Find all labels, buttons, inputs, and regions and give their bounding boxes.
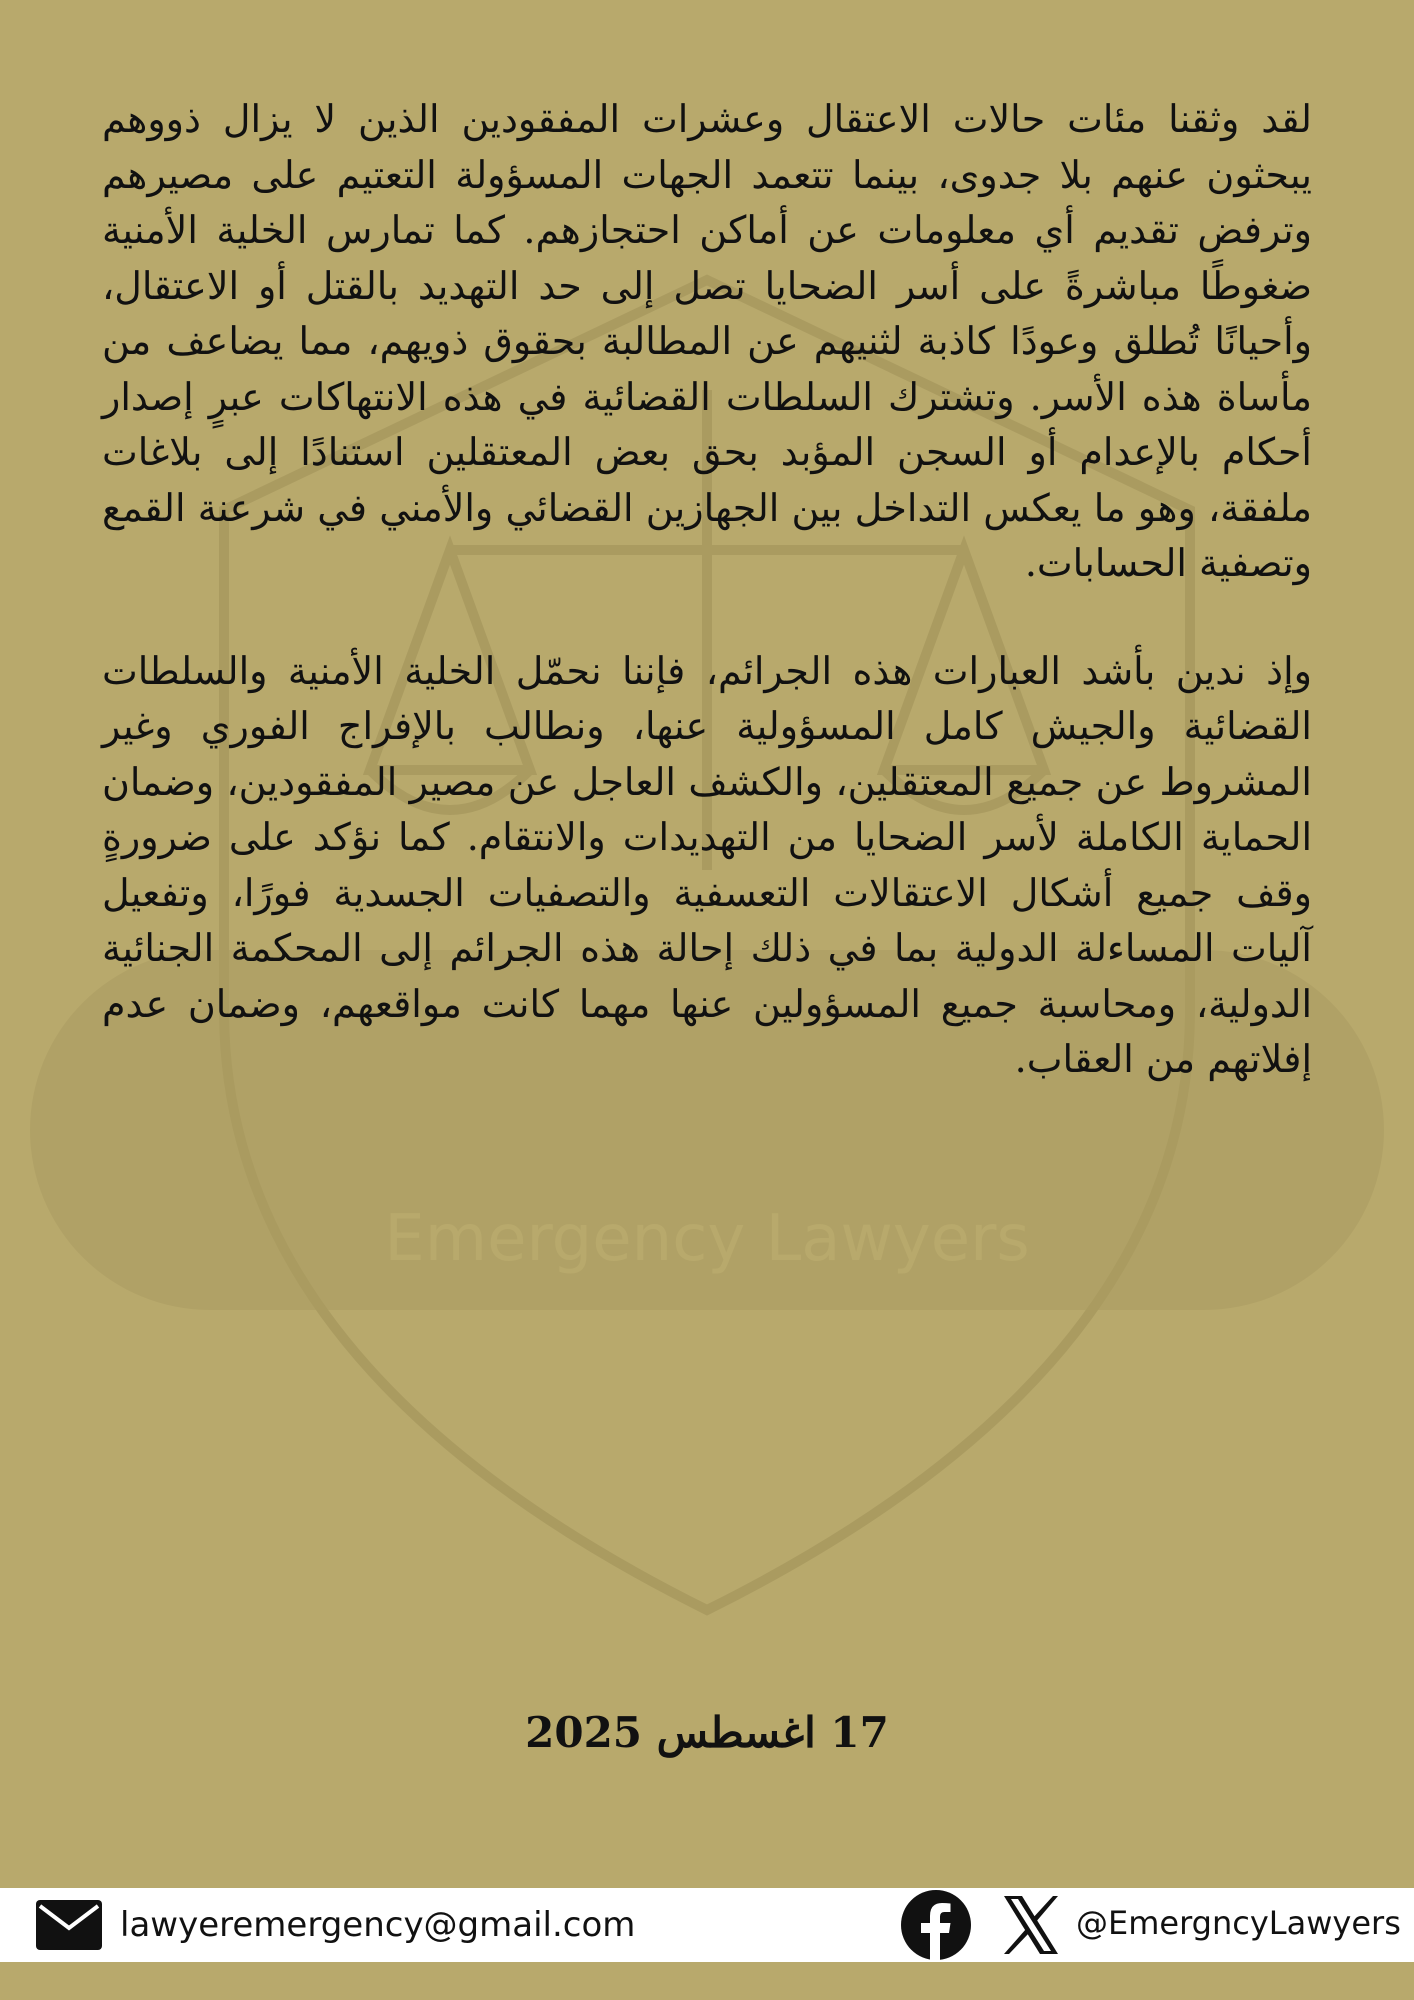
facebook-icon[interactable] <box>900 1889 972 1961</box>
paragraph-1: لقد وثقنا مئات حالات الاعتقال وعشرات المفقودين الذين لا يزال ذووهم يبحثون عنهم بلا جدوى، بينما تتعمد الجهات المسؤولة التعتيم على مصيرهم وترفض تقديم أي معلومات عن أماكن احتجازهم. كما تمارس الخلية الأمنية ضغوطًا مباشرةً على أسر الضحايا تصل إلى حد التهديد بالقتل أو الاعتقال، وأحيانًا تُطلق وعودًا كاذبة لثنيهم عن المطالبة بحقوق ذويهم، مما يضاعف من مأساة هذه الأسر. وتشترك السلطات القضائية في هذه الانتهاكات عبرٍ إصدار أحكام بالإعدام أو السجن المؤبد بحق بعض المعتقلين استنادًا إلى بلاغات ملفقة، وهو ما يعكس التداخل بين الجهازين القضائي والأمني في شرعنة القمع وتصفية الحسابات. <box>102 97 1312 585</box>
watermark-text: Emergency Lawyers <box>384 1202 1030 1276</box>
contact-email[interactable]: lawyeremergency@gmail.com <box>120 1905 636 1945</box>
paragraph-2: وإذ ندين بأشد العبارات هذه الجرائم، فإننا نحمّل الخلية الأمنية والسلطات القضائية والجيش كامل المسؤولية عنها، ونطالب بالإفراج الفوري وغير المشروط عن جميع المعتقلين، والكشف العاجل عن مصير المفقودين، وضمان الحماية الكاملة لأسر الضحايا من التهديدات والانتقام. كما نؤكد على ضرورةٍ وقف جميع أشكال الاعتقالات التعسفية والتصفيات الجسدية فورًا، وتفعيل آليات المساءلة الدولية بما في ذلك إحالة هذه الجرائم إلى المحكمة الجنائية الدولية، ومحاسبة جميع المسؤولين عنها مهما كانت مواقعهم، وضمان عدم إفلاتهم من العقاب. <box>102 648 1312 1081</box>
mail-icon <box>36 1900 102 1950</box>
statement-body <box>102 92 1312 1088</box>
contact-footer <box>0 1888 1414 1962</box>
x-icon[interactable] <box>1002 1894 1060 1956</box>
social-handle[interactable]: @EmergncyLawyers <box>1076 1904 1401 1942</box>
statement-date: 17 اغسطس 2025 <box>525 1708 889 1757</box>
